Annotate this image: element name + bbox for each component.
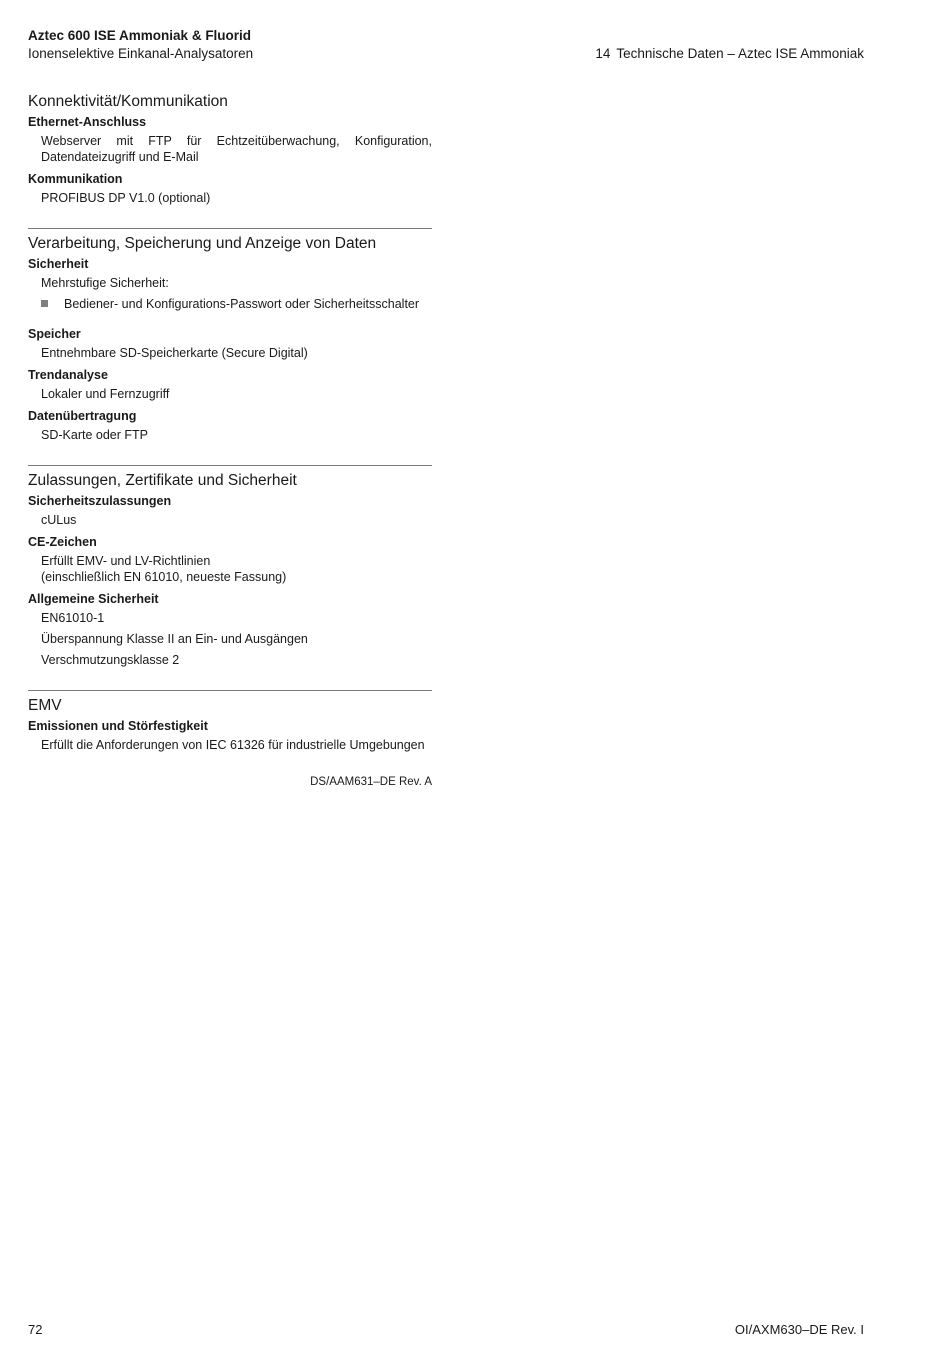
- item-text: Verschmutzungsklasse 2: [41, 653, 180, 667]
- document-title: Aztec 600 ISE Ammoniak & Fluorid: [28, 28, 252, 43]
- document-id: OI/AXM630–DE Rev. I: [734, 1322, 864, 1337]
- section-approvals: [28, 472, 432, 668]
- item-text: PROFIBUS DP V1.0 (optional): [41, 191, 211, 205]
- section-divider: [28, 690, 432, 691]
- chapter-heading: [595, 46, 864, 62]
- item-text: Webserver mit FTP für Echtzeitüberwachung, Konfiguration, Datendateizugriff und E-Mail: [41, 134, 432, 164]
- section-divider: [28, 465, 432, 466]
- item-label: Sicherheitszulassungen: [28, 494, 172, 508]
- section-divider: [28, 228, 432, 229]
- square-bullet-icon: [41, 300, 48, 307]
- datasheet-reference: DS/AAM631–DE Rev. A: [310, 776, 432, 788]
- section-title: Konnektivität/Kommunikation: [28, 93, 228, 110]
- bullet-item: [28, 296, 432, 312]
- item-label: Speicher: [28, 327, 81, 341]
- item-text: cULus: [41, 513, 77, 527]
- item-text: Entnehmbare SD-Speicherkarte (Secure Digital): [41, 346, 308, 360]
- document-subtitle: Ionenselektive Einkanal-Analysatoren: [28, 46, 254, 61]
- item-label: Trendanalyse: [28, 368, 108, 382]
- item-label: Datenübertragung: [28, 409, 137, 423]
- chapter-number: 14: [595, 46, 611, 61]
- item-label: Kommunikation: [28, 172, 123, 186]
- item-text: [28, 553, 432, 585]
- text-line: Erfüllt EMV- und LV-Richtlinien: [41, 554, 211, 568]
- section-title: Zulassungen, Zertifikate und Sicherheit: [28, 472, 297, 489]
- section-title: EMV: [28, 697, 62, 714]
- section-data-processing: [28, 235, 432, 443]
- item-label: Ethernet-Anschluss: [28, 115, 147, 129]
- section-connectivity: [28, 93, 432, 206]
- item-label: CE-Zeichen: [28, 535, 97, 549]
- item-label: Sicherheit: [28, 257, 89, 271]
- item-label: Emissionen und Störfestigkeit: [28, 719, 208, 733]
- bullet-text: Bediener- und Konfigurations-Passwort oder Sicherheitsschalter: [64, 297, 420, 311]
- section-title: Verarbeitung, Speicherung und Anzeige von Daten: [28, 235, 377, 252]
- item-text: EN61010-1: [41, 611, 105, 625]
- content-column: [28, 93, 432, 789]
- item-label: Allgemeine Sicherheit: [28, 592, 159, 606]
- chapter-title: Technische Daten – Aztec ISE Ammoniak: [616, 46, 864, 61]
- item-text: Erfüllt die Anforderungen von IEC 61326 für industrielle Umgebungen: [41, 738, 425, 752]
- section-emc: [28, 697, 432, 753]
- item-text: SD-Karte oder FTP: [41, 428, 148, 442]
- page-number: 72: [28, 1322, 43, 1337]
- item-text: Lokaler und Fernzugriff: [41, 387, 170, 401]
- text-line: (einschließlich EN 61010, neueste Fassung): [41, 570, 287, 584]
- item-text: Überspannung Klasse II an Ein- und Ausgängen: [41, 632, 308, 646]
- item-text: Mehrstufige Sicherheit:: [41, 276, 169, 290]
